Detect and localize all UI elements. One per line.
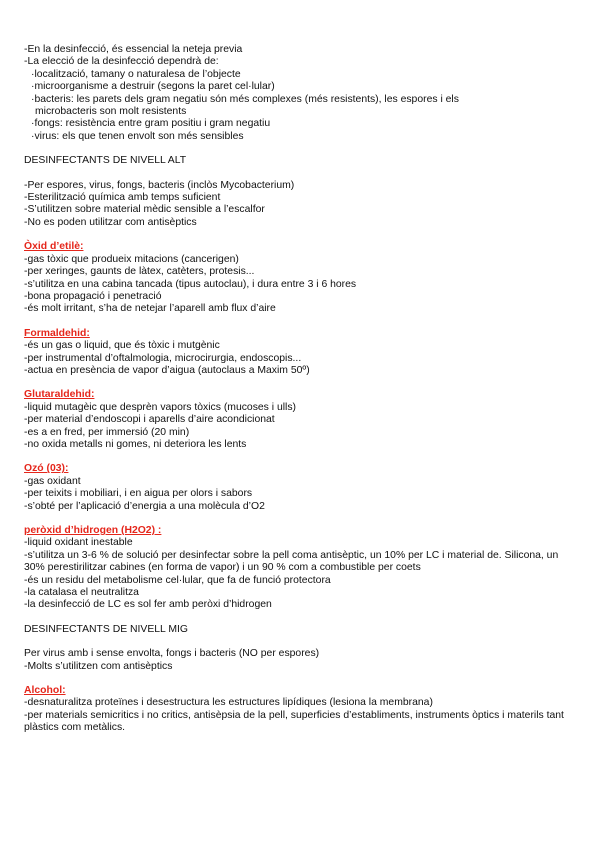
ozo-line: -s’obté per l’aplicació d’energia a una molècula d’O2: [24, 500, 265, 512]
formal-line: -és un gas o liquid, que és tòxic i mutgènic: [24, 340, 220, 352]
alcohol-line: -desnaturalitza proteïnes i desestructura les estructures lipídiques (lesiona la membrana): [24, 697, 433, 709]
glutar-line: -per material d’endoscopi i aparells d’aire acondicionat: [24, 414, 275, 426]
document-page: [24, 44, 580, 735]
oxid-line: -és molt irritant, s’ha de netejar l’aparell amb flux d’aire: [24, 303, 276, 315]
criteria-item: ·virus: els que tenen envolt son més sensibles: [31, 130, 244, 142]
perox-line: -la desinfecció de LC es sol fer amb peròxi d’hidrogen: [24, 599, 272, 611]
alcohol-paragraph: -per materials semicritics i no critics, antisèpsia de la pell, superficies d’establiments, instruments òptics i materils tant plàstics com metàlics.: [24, 709, 564, 734]
criteria-item: ·localització, tamany o naturalesa de l’objecte: [31, 68, 241, 80]
criteria-item: ·bacteris: les parets dels gram negatiu són més complexes (més resistents), les espores i els: [31, 93, 459, 105]
mig-line: Per virus amb i sense envolta, fongs i bacteris (NO per espores): [24, 648, 320, 660]
perox-line: -la catalasa el neutralitza: [24, 587, 139, 599]
heading-formaldehid: Formaldehid:: [24, 327, 90, 339]
heading-peroxid-hidrogen: peròxid d’hidrogen (H2O2) :: [24, 525, 162, 536]
alt-line: -Per espores, virus, fongs, bacteris (inclòs Mycobacterium): [24, 179, 295, 191]
glutar-line: -no oxida metalls ni gomes, ni deteriora les lents: [24, 438, 247, 450]
section-title-nivell-alt: DESINFECTANTS DE NIVELL ALT: [24, 155, 187, 167]
heading-glutaraldehid: Glutaraldehid:: [24, 389, 95, 401]
criteria-item: ·microorganisme a destruir (segons la paret cel·lular): [31, 81, 275, 93]
glutar-line: -es a en fred, per immersió (20 min): [24, 426, 190, 438]
heading-oxid-etile: Òxid d’etilè:: [24, 241, 84, 253]
alt-line: -S’utilitzen sobre material mèdic sensible a l’escalfor: [24, 204, 265, 216]
oxid-line: -s’utilitza en una cabina tancada (tipus autoclau), i dura entre 3 i 6 hores: [24, 278, 357, 290]
heading-ozo: Ozó (03):: [24, 463, 69, 475]
heading-alcohol: Alcohol:: [24, 685, 66, 697]
formal-line: -per instrumental d’oftalmologia, microcirurgia, endoscopis...: [24, 352, 302, 364]
perox-paragraph: -s’utilitza un 3-6 % de solució per desinfectar sobre la pell coma antisèptic, un 10% per LC i material de. Silicona, un 30% perestirilitzar cabines (en forma de vapor) i un 90 % com a combustible per coets: [24, 549, 559, 574]
alt-line: -Esterilització química amb temps suficient: [24, 192, 221, 204]
intro-line-1: -En la desinfecció, és essencial la neteja previa: [24, 44, 243, 55]
ozo-line: -gas oxidant: [24, 475, 81, 487]
alt-line: -No es poden utilitzar com antisèptics: [24, 216, 197, 228]
intro-line-2: -La elecció de la desinfecció dependrà de:: [24, 56, 219, 68]
section-title-nivell-mig: DESINFECTANTS DE NIVELL MIG: [24, 623, 188, 635]
formal-line: -actua en presència de vapor d’aigua (autoclaus a Maxim 50º): [24, 364, 310, 376]
oxid-line: -per xeringes, gaunts de làtex, catèters, protesis...: [24, 266, 255, 278]
glutar-line: -liquid mutagèic que desprèn vapors tòxics (mucoses i ulls): [24, 401, 297, 413]
perox-line: -és un residu del metabolisme cel·lular, que fa de funció protectora: [24, 574, 331, 586]
mig-line: -Molts s’utilitzen com antisèptics: [24, 660, 173, 672]
criteria-item-continuation: microbacteris son molt resistents: [35, 106, 187, 118]
oxid-line: -gas tòxic que produeix mitacions (cancerigen): [24, 253, 239, 265]
criteria-item: ·fongs: resistència entre gram positiu i gram negatiu: [31, 118, 271, 130]
perox-line: -liquid oxidant inestable: [24, 537, 133, 549]
ozo-line: -per teixits i mobiliari, i en aigua per olors i sabors: [24, 488, 253, 500]
oxid-line: -bona propagació i penetració: [24, 290, 162, 302]
